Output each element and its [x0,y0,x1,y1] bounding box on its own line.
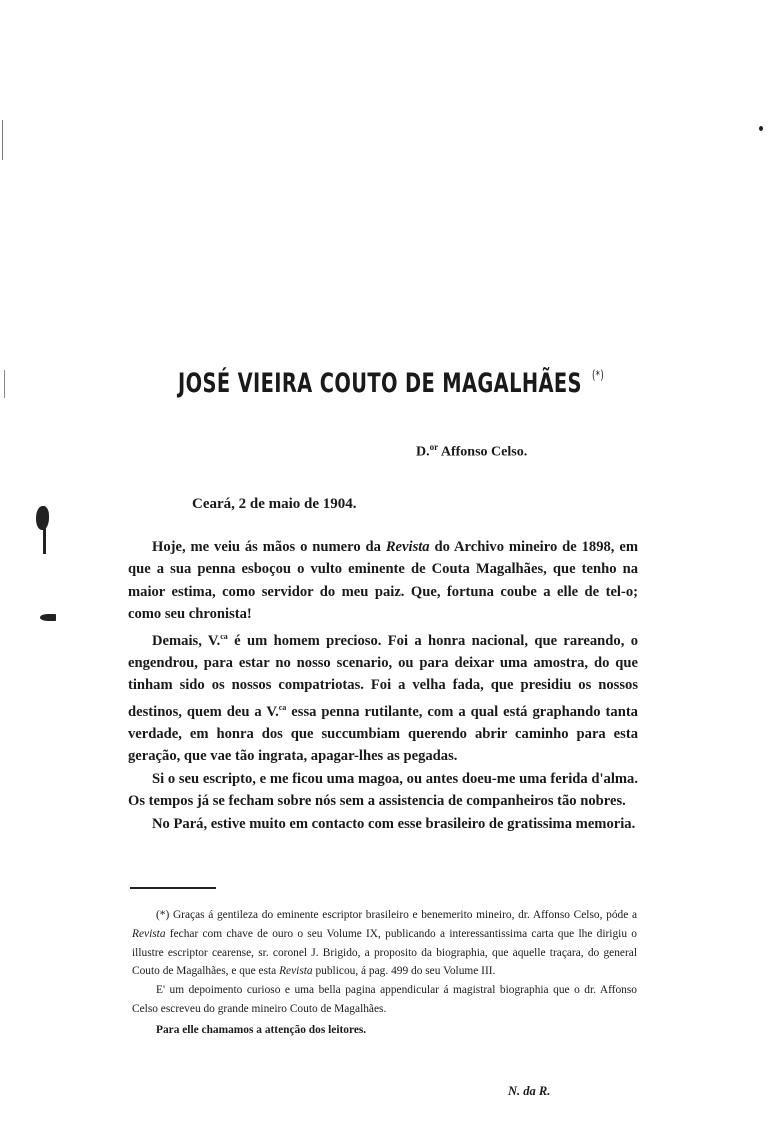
author-name: Affonso Celso. [440,444,528,460]
article-title-text: JOSÉ VIEIRA COUTO DE MAGALHÃES [178,368,582,399]
paragraph-1-end: do Archivo mineiro de 1898, em que a sua penna esboçou o vulto eminente de Couta Magalhães, que tenho na maior estima, como servidor do meu paiz. Que, fortuna coube a elle de tel-o; como seu chronista! [128,539,638,623]
footnote-paragraph-2: E' um depoimento curioso e uma bella pagina appendicular á magistral biographia que o dr. Affonso Celso escreveu do grande mineiro Couto de Magalhães. [132,984,637,1015]
footnote-separator [130,887,216,889]
footnote-1-start: (*) Graças á gentileza do eminente escriptor brasileiro e benemerito mineiro, dr. Affonso Celso, póde a [156,909,637,921]
author-prefix: D. [416,444,430,460]
editor-signoff: N. da R. [508,1084,551,1098]
letter-paragraph-2 [128,626,638,768]
abbreviation-sup: ca [220,631,228,641]
author-prefix-sup: or [429,442,439,452]
footnote-block [132,906,637,1040]
letter-paragraph-3: Si o seu escripto, e me ficou uma magoa, ou antes doeu-me uma ferida d'alma. Os tempos já se fecham sobre nós sem a assistencia de companheiros tão nobres. [128,770,638,810]
footnote-1-middle: fechar com chave de ouro o seu Volume IX, publicando a interessantissima carta que lhe dirigiu o illustre escriptor cearense, sr. coronel J. Brigido, a proposito da biographia, que aquelle traçara, do general Couto de Magalhães, e que esta [132,927,637,978]
footnote-journal-name-2: Revista [279,965,313,978]
paragraph-2-middle: é um homem precioso. Foi a honra nacional, que rareando, o engendrou, para estar no nosso scenario, ou para deixar uma amostra, do que tinham sido os nossos compatriotas. Foi a velha fada, que presidiu os nossos destinos, quem deu a V. [128,632,638,720]
letter-paragraph-4: No Pará, estive muito em contacto com esse brasileiro de gratissima memoria. [152,815,636,832]
paragraph-1-start: Hoje, me veiu ás mãos o numero da [152,539,386,555]
scan-mark-dot [759,126,763,131]
paragraph-2-end: essa penna rutilante, com a qual está graphando tanta verdade, em honra dos que succumbiam querendo abrir caminho para esta geração, que vae tão ingrata, apagar-lhes as pegadas. [128,703,638,765]
author-line [416,442,527,461]
footnote-1-end: publicou, á pag. 499 do seu Volume III. [312,965,496,978]
scan-mark-edge-line [2,120,3,160]
footnote-paragraph-3: Para elle chamamos a attenção dos leitores. [156,1023,367,1036]
title-footnote-ref: (*) [591,368,605,382]
journal-name: Revista [385,539,430,555]
scan-mark-arrow [40,614,56,621]
footnote-journal-name: Revista [132,927,166,940]
scan-mark-ink-stem [43,528,46,554]
paragraph-2-start: Demais, V. [152,632,221,649]
footnote-paragraph-1 [132,906,637,981]
abbreviation-sup-2: ca [278,702,287,712]
article-title [178,368,605,399]
letter-body [128,536,638,835]
scan-mark-edge-line-2 [4,370,5,398]
letter-dateline: Ceará, 2 de maio de 1904. [192,496,357,512]
scan-mark-ink-blot [36,506,49,530]
letter-paragraph-1 [128,536,638,626]
